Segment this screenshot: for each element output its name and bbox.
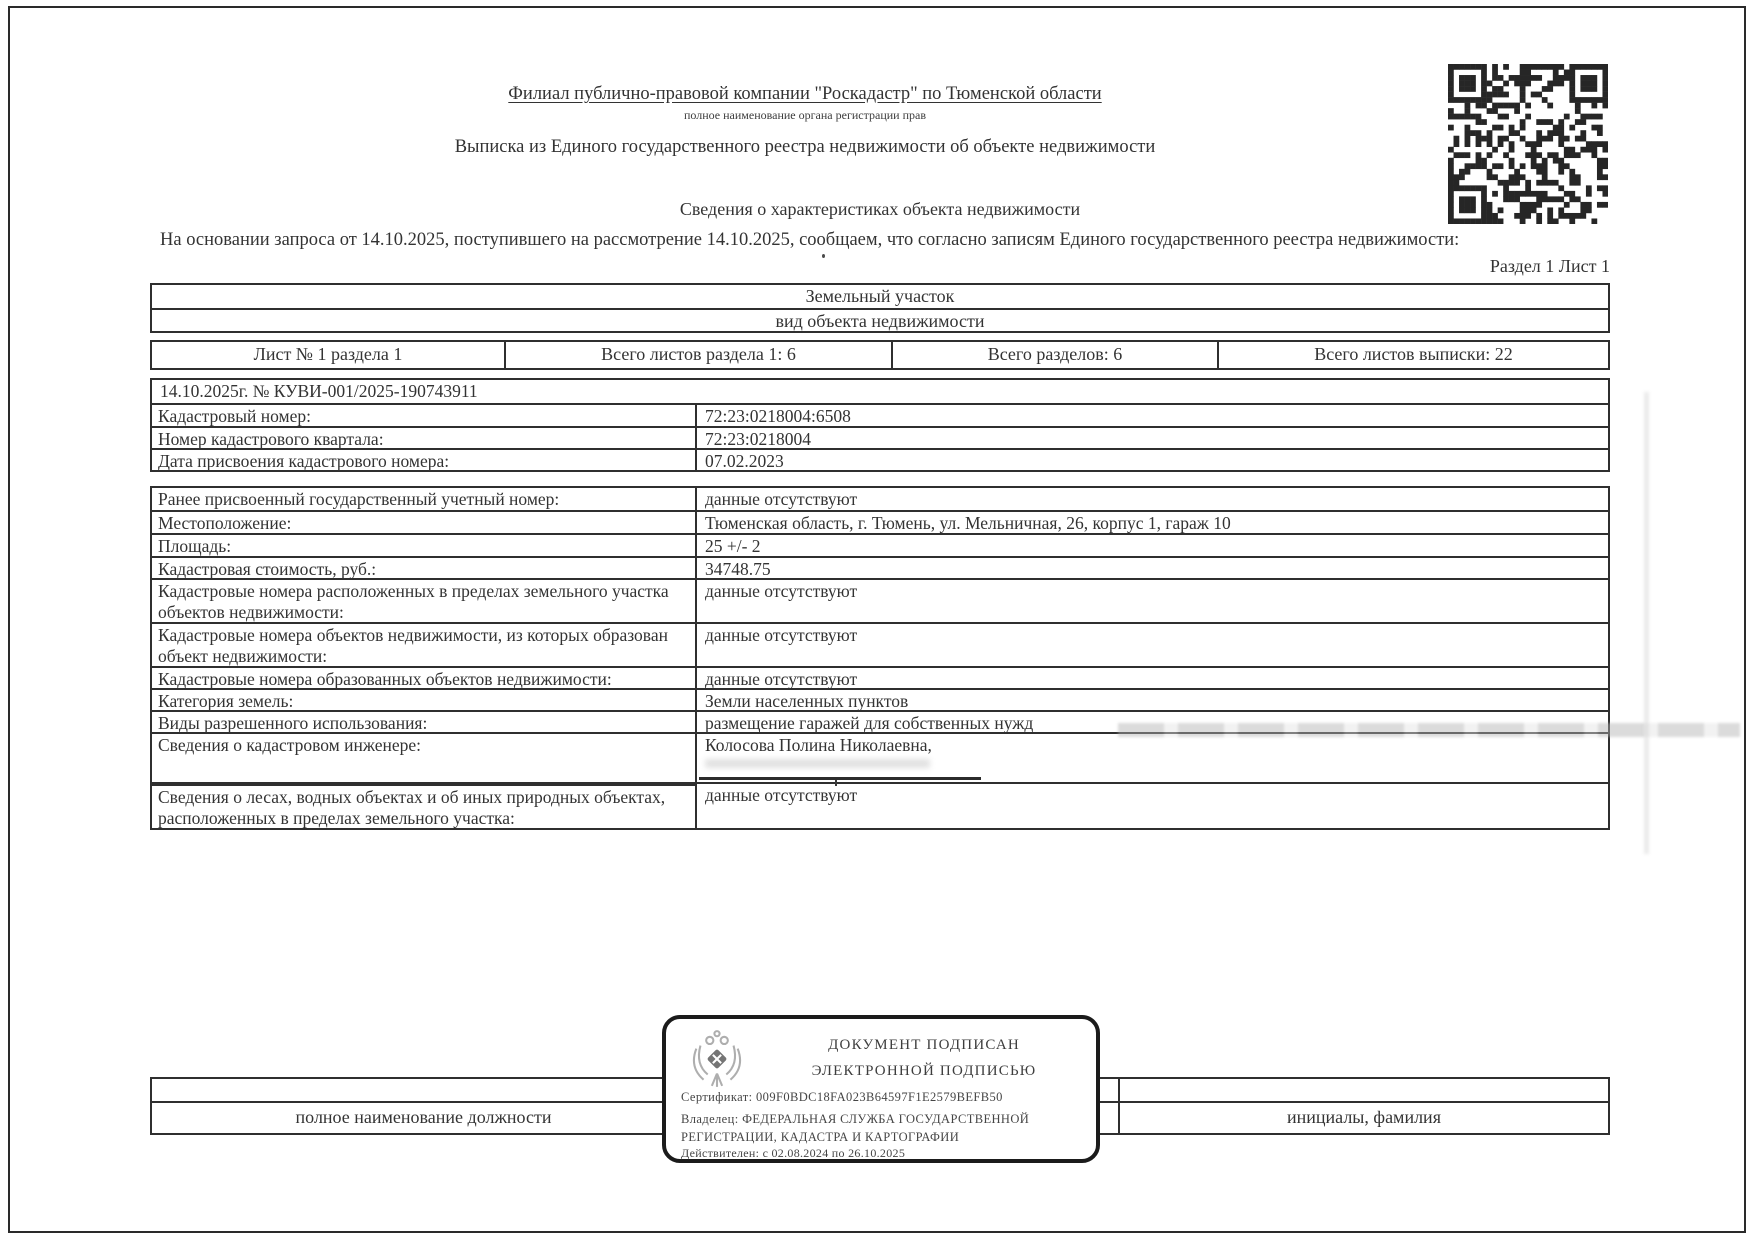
stamp-title-line-2: ЭЛЕКТРОННОЙ ПОДПИСЬЮ — [811, 1063, 1037, 1079]
detail-value: 72:23:0218004 — [705, 429, 811, 449]
section-title: Сведения о характеристиках объекта недвижимости — [679, 199, 1081, 219]
object-type-table — [150, 283, 1610, 333]
footer-name-caption: инициалы, фамилия — [1287, 1107, 1441, 1127]
details-table-top — [150, 378, 1610, 472]
detail-label: Кадастровые номера расположенных в пределах земельного участка объектов недвижимости: — [152, 580, 697, 622]
sheet-info-cell: Всего листов выписки: 22 — [1314, 344, 1513, 364]
org-name: Филиал публично-правовой компании "Роскадастр" по Тюменской области — [508, 84, 1102, 104]
signature-name-cell — [1120, 1079, 1608, 1133]
request-number: 14.10.2025г. № КУВИ-001/2025-190743911 — [160, 381, 478, 401]
request-line: На основании запроса от 14.10.2025, поступившего на рассмотрение 14.10.2025, сообщаем, что согласно записям Единого государственного реестра недвижимости: — [160, 230, 1460, 250]
detail-label: Площадь: — [152, 535, 697, 556]
sheet-info-cell: Всего разделов: 6 — [893, 342, 1219, 368]
detail-value: данные отсутствуют — [705, 669, 858, 689]
detail-label: Кадастровые номера объектов недвижимости, из которых образован объект недвижимости: — [152, 624, 697, 666]
digital-signature-stamp — [662, 1015, 1100, 1163]
detail-value: данные отсутствуют — [705, 785, 858, 805]
detail-value: данные отсутствуют — [705, 625, 858, 645]
sheet-info-table — [150, 340, 1610, 370]
detail-label: Сведения о кадастровом инженере: — [152, 734, 697, 782]
coat-of-arms-eagle-icon — [686, 1028, 748, 1090]
section-sheet-label: Раздел 1 Лист 1 — [1489, 256, 1610, 276]
document-header — [150, 84, 1460, 158]
detail-label: Кадастровый номер: — [152, 405, 697, 426]
detail-label: Номер кадастрового квартала: — [152, 428, 697, 448]
detail-value: данные отсутствуют — [705, 581, 858, 601]
sheet-info-cell: Всего листов раздела 1: 6 — [506, 342, 893, 368]
detail-label: Кадастровые номера образованных объектов недвижимости: — [152, 668, 697, 688]
footer-position-caption: полное наименование должности — [295, 1107, 552, 1127]
detail-value: Тюменская область, г. Тюмень, ул. Мельничная, 26, корпус 1, гараж 10 — [705, 513, 1231, 533]
detail-label: Кадастровая стоимость, руб.: — [152, 558, 697, 578]
detail-label: Сведения о лесах, водных объектах и об иных природных объектах, расположенных в пределах земельного участка: — [152, 784, 697, 828]
signature-position-cell — [152, 1079, 697, 1133]
object-type: Земельный участок — [805, 286, 955, 306]
document-title: Выписка из Единого государственного реестра недвижимости об объекте недвижимости — [454, 137, 1156, 157]
detail-value: данные отсутствуют — [705, 489, 858, 509]
scan-smear-vertical — [1644, 392, 1649, 854]
redaction-block — [697, 756, 989, 782]
detail-value: 72:23:0218004:6508 — [705, 406, 851, 426]
detail-value: Земли населенных пунктов — [705, 691, 909, 711]
org-caption: полное наименование органа регистрации прав — [683, 108, 927, 122]
stamp-owner: Владелец: ФЕДЕРАЛЬНАЯ СЛУЖБА ГОСУДАРСТВЕННОЙ РЕГИСТРАЦИИ, КАДАСТРА И КАРТОГРАФИИ — [681, 1112, 1030, 1144]
stamp-title-line-1: ДОКУМЕНТ ПОДПИСАН — [828, 1037, 1020, 1053]
signature-empty-row — [1120, 1079, 1608, 1103]
engineer-name: Колосова Полина Николаевна, — [705, 735, 932, 755]
detail-label: Ранее присвоенный государственный учетный номер: — [152, 488, 697, 510]
detail-label: Категория земель: — [152, 690, 697, 710]
object-type-caption: вид объекта недвижимости — [152, 308, 1608, 331]
detail-value: 25 +/- 2 — [705, 536, 761, 556]
stamp-validity: Действителен: с 02.08.2024 по 26.10.2025 — [681, 1146, 906, 1160]
details-table-main — [150, 486, 1610, 830]
detail-value — [697, 734, 1608, 782]
detail-label: Виды разрешенного использования: — [152, 712, 697, 732]
sheet-info-cell: Лист № 1 раздела 1 — [152, 342, 506, 368]
stamp-certificate: Сертификат: 009F0BDC18FA023B64597F1E2579BEFB50 — [681, 1090, 1003, 1104]
signature-empty-row — [152, 1079, 695, 1103]
detail-value: 34748.75 — [705, 559, 771, 579]
detail-value: 07.02.2023 — [705, 451, 784, 471]
detail-label: Дата присвоения кадастрового номера: — [152, 450, 697, 470]
detail-value: размещение гаражей для собственных нужд — [705, 713, 1034, 733]
detail-label: Местоположение: — [152, 512, 697, 533]
